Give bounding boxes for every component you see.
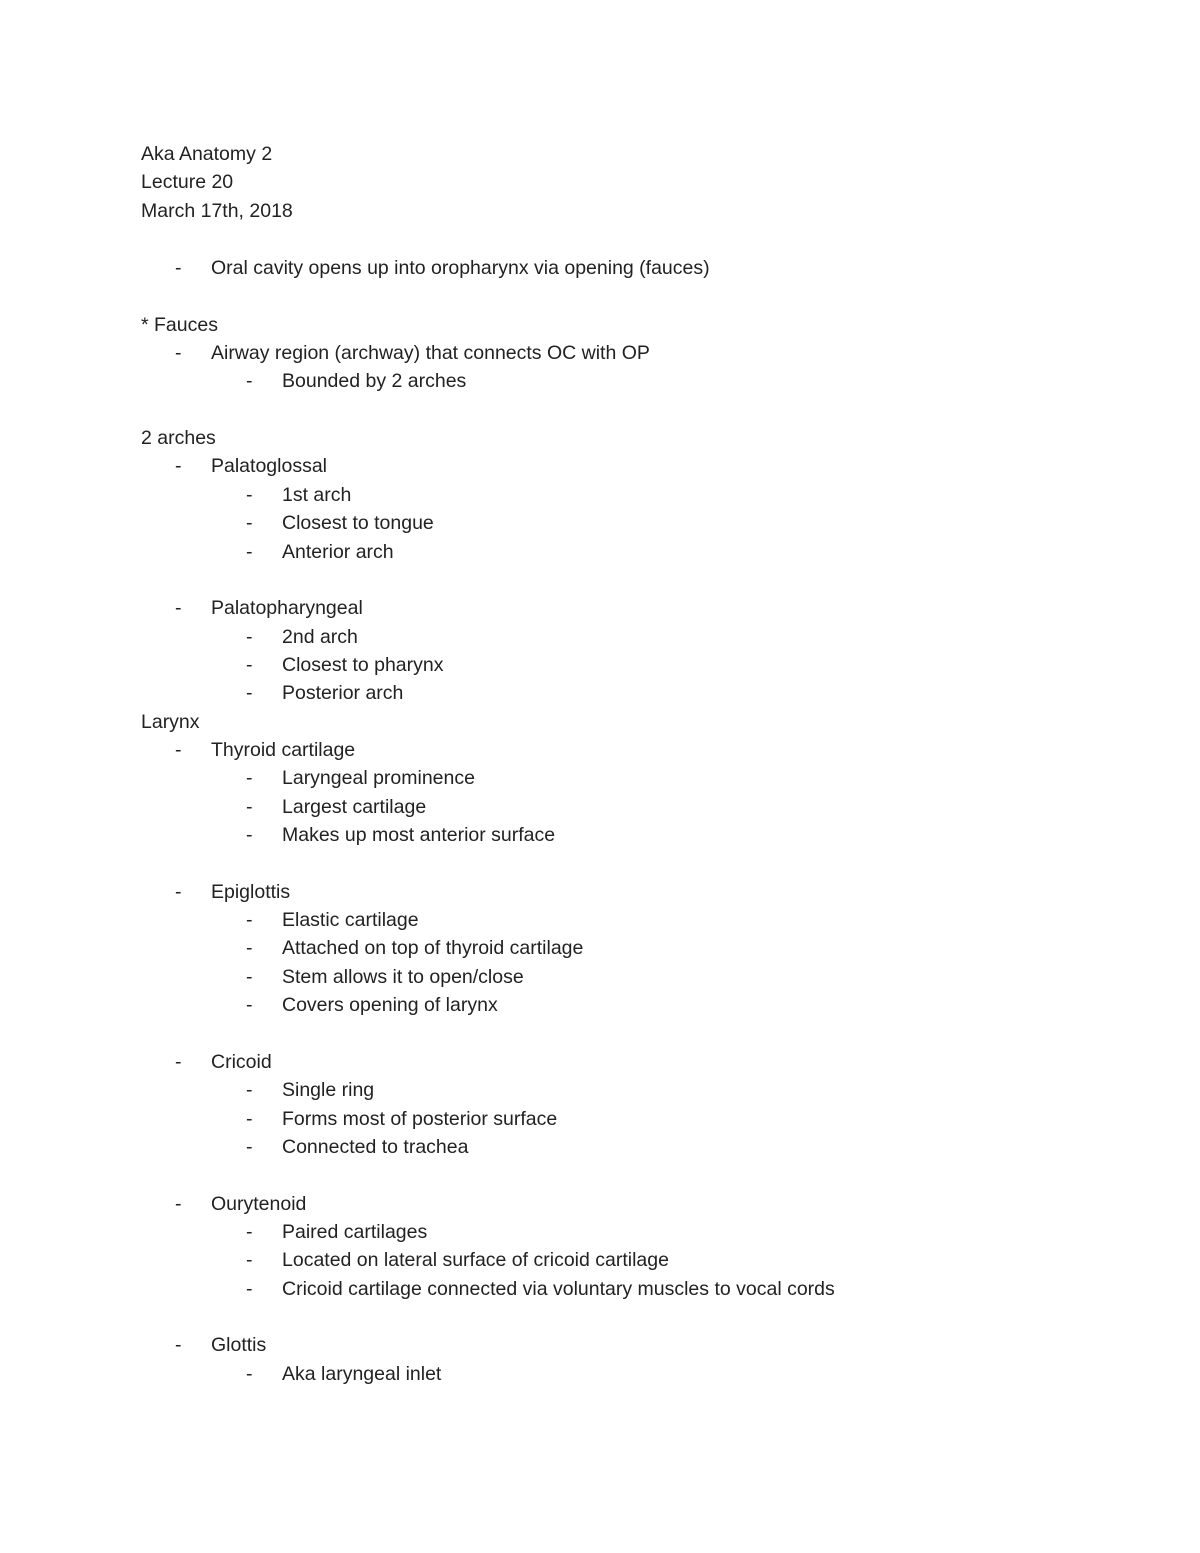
list-item-text: Closest to tongue [282,512,434,535]
bullet-dash: - [246,540,253,563]
bullet-dash: - [246,625,253,648]
list-item-text: Makes up most anterior surface [282,824,556,846]
bullet-dash: - [246,1079,253,1102]
list-item-text: Cricoid [211,1050,272,1073]
bullet-dash: - [246,767,253,790]
list-item-text: Connected to trachea [282,1135,469,1158]
list-item-text: Aka laryngeal inlet [282,1362,442,1385]
list-item-text: Cricoid cartilage connected via voluntary muscles to vocal cords [282,1277,835,1300]
list-item-text: Elastic cartilage [282,909,419,932]
bullet-dash: - [175,880,182,903]
bullet-dash: - [246,653,253,676]
bullet-dash: - [246,994,253,1017]
lecture-date: March 17th, 2018 [141,200,293,222]
list-item-text: Forms most of posterior surface [282,1107,558,1130]
bullet-dash: - [246,512,253,535]
list-item-text: Largest cartilage [282,795,427,818]
list-item-text: Thyroid cartilage [211,738,356,761]
list-item-text: Bounded by 2 arches [282,370,467,393]
bullet-dash: - [175,1334,182,1357]
list-item-text: Palatoglossal [211,455,327,478]
bullet-dash: - [246,370,253,393]
bullet-dash: - [246,909,253,932]
list-item-text: 2 arches [141,427,216,450]
list-item-text: Ourytenoid [211,1192,307,1215]
bullet-dash: - [246,483,253,506]
list-item-text: Laryngeal prominence [282,767,475,790]
list-item-text: Paired cartilages [282,1220,428,1243]
bullet-dash: - [175,1192,182,1215]
list-item-text: Located on lateral surface of cricoid cartilage [282,1249,669,1272]
list-item-text: Stem allows it to open/close [282,965,524,988]
bullet-dash: - [175,257,182,279]
list-item-text: Attached on top of thyroid cartilage [282,937,584,960]
bullet-dash: - [246,795,253,818]
list-item-text: Palatopharyngeal [211,597,363,620]
bullet-dash: - [246,1362,253,1385]
bullet-dash: - [246,1220,253,1243]
bullet-dash: - [246,1135,253,1158]
list-item-text: Oral cavity opens up into oropharynx via opening (fauces) [211,257,710,279]
bullet-dash: - [175,455,182,478]
list-item-text: 1st arch [282,483,352,506]
list-item-text: * Fauces [141,313,218,336]
list-item-text: Larynx [141,710,200,733]
list-item-text: Covers opening of larynx [282,994,498,1017]
bullet-dash: - [246,965,253,988]
bullet-dash: - [246,1277,253,1300]
list-item-text: Anterior arch [282,540,394,563]
lecture-number: Lecture 20 [141,171,234,193]
list-item-text: Closest to pharynx [282,653,444,676]
list-item-text: 2nd arch [282,625,358,648]
bullet-dash: - [246,824,253,846]
bullet-dash: - [175,342,182,365]
doc-title: Aka Anatomy 2 [141,143,273,165]
bullet-dash: - [246,682,253,705]
list-item-text: Single ring [282,1079,375,1102]
list-item-text: Glottis [211,1334,267,1357]
bullet-dash: - [175,738,182,761]
list-item-text: Airway region (archway) that connects OC with OP [211,342,650,365]
list-item-text: Posterior arch [282,682,404,705]
bullet-dash: - [246,1107,253,1130]
bullet-dash: - [175,1050,182,1073]
bullet-dash: - [246,937,253,960]
bullet-dash: - [246,1249,253,1272]
list-item-text: Epiglottis [211,880,291,903]
bullet-dash: - [175,597,182,620]
